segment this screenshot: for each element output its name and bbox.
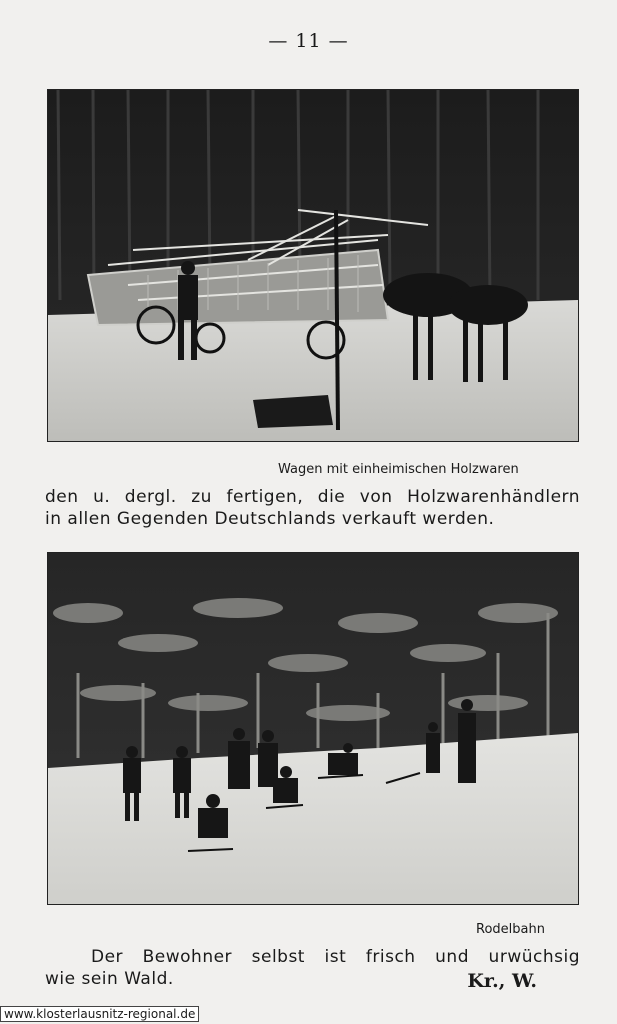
photo-sledding [47, 552, 579, 905]
paragraph-line: in allen Gegenden Deutschlands verkauft werden. [45, 509, 495, 529]
photo-wagon [47, 89, 579, 442]
photo-caption-sledding: Rodelbahn [476, 922, 545, 937]
paragraph-wood-trade [45, 486, 580, 530]
page-number: — 11 — [268, 30, 349, 52]
author-signature: Kr., W. [467, 970, 537, 992]
watermark-link[interactable]: www.klosterlausnitz-regional.de [0, 1006, 199, 1022]
paragraph-line: Der Bewohner selbst ist frisch und urwüchsig [91, 947, 580, 967]
photo-sledding-image [48, 553, 578, 904]
paragraph-line: wie sein Wald. [45, 969, 174, 989]
photo-wagon-image [48, 90, 578, 441]
photo-caption-wagon: Wagen mit einheimischen Holzwaren [278, 462, 519, 477]
paragraph-line: den u. dergl. zu fertigen, die von Holzwarenhändlern [45, 487, 580, 507]
